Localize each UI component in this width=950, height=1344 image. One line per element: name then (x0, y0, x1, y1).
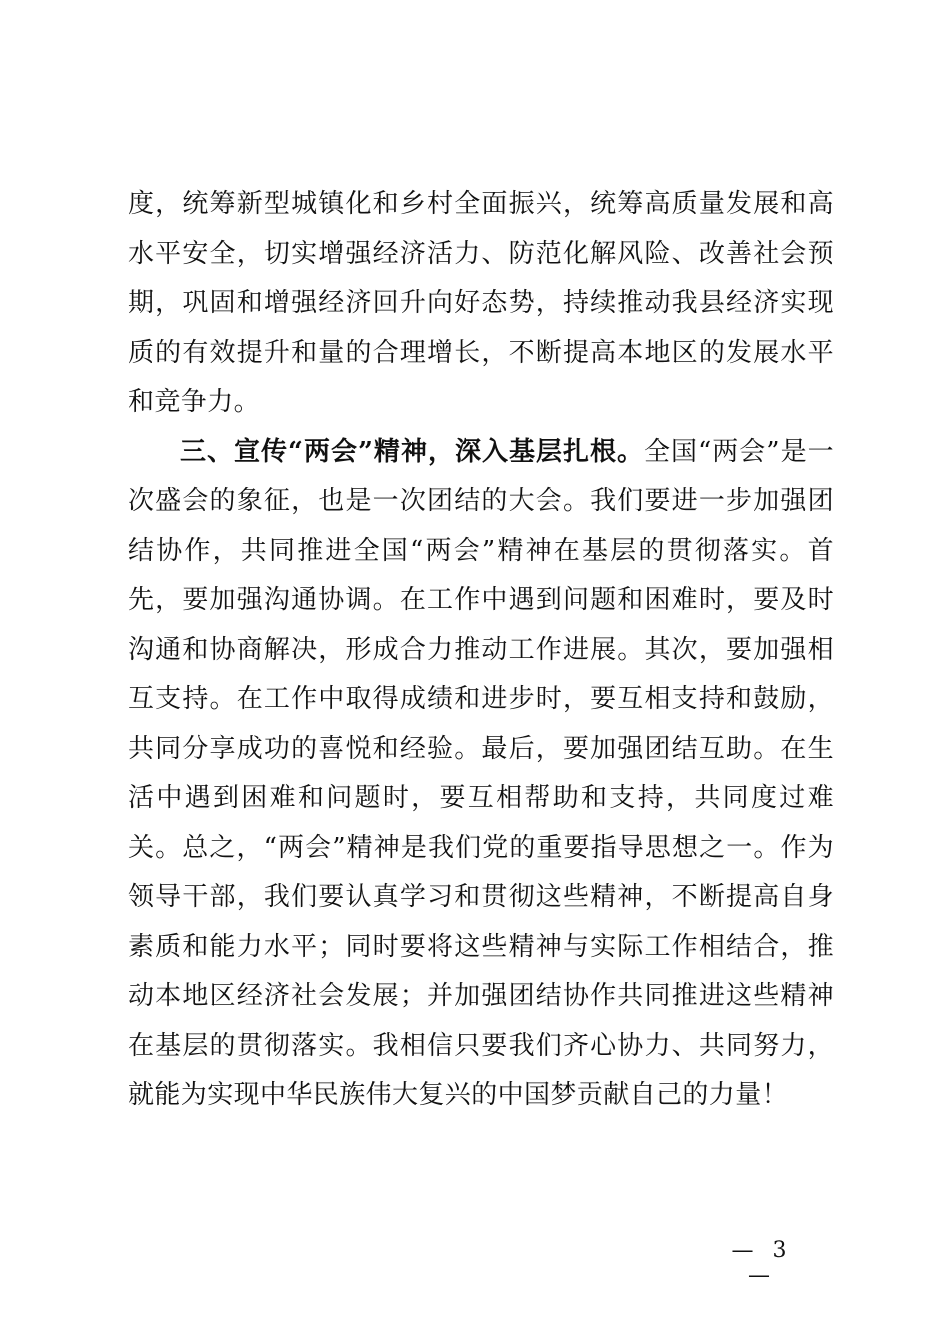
body-text (128, 180, 834, 1121)
paragraph-continuation (128, 180, 834, 428)
page-number: — 3 — (731, 1238, 793, 1288)
paragraph-section-three (128, 428, 834, 1121)
paragraph-text: 度，统筹新型城镇化和乡村全面振兴，统筹高质量发展和高水平安全，切实增强经济活力、防范化解风险、改善社会预期，巩固和增强经济回升向好态势，持续推动我县经济实现质的有效提升和量的合理增长，不断提高本地区的发展水平和竞争力。 (128, 189, 834, 417)
paragraph-text: 全国“两会”是一次盛会的象征，也是一次团结的大会。我们要进一步加强团结协作，共同推进全国“两会”精神在基层的贯彻落实。首先，要加强沟通协调。在工作中遇到问题和困难时，要及时沟通和协商解决，形成合力推动工作进展。其次，要加强相互支持。在工作中取得成绩和进步时，要互相支持和鼓励，共同分享成功的喜悦和经验。最后，要加强团结互助。在生活中遇到困难和问题时，要互相帮助和支持，共同度过难关。总之，“两会”精神是我们党的重要指导思想之一。作为领导干部，我们要认真学习和贯彻这些精神，不断提高自身素质和能力水平；同时要将这些精神与实际工作相结合，推动本地区经济社会发展；并加强团结协作共同推进这些精神在基层的贯彻落实。我相信只要我们齐心协力、共同努力，就能为实现中华民族伟大复兴的中国梦贡献自己的力量！ (128, 436, 834, 1110)
section-heading: 三、宣传“两会”精神，深入基层扎根。 (180, 436, 644, 467)
